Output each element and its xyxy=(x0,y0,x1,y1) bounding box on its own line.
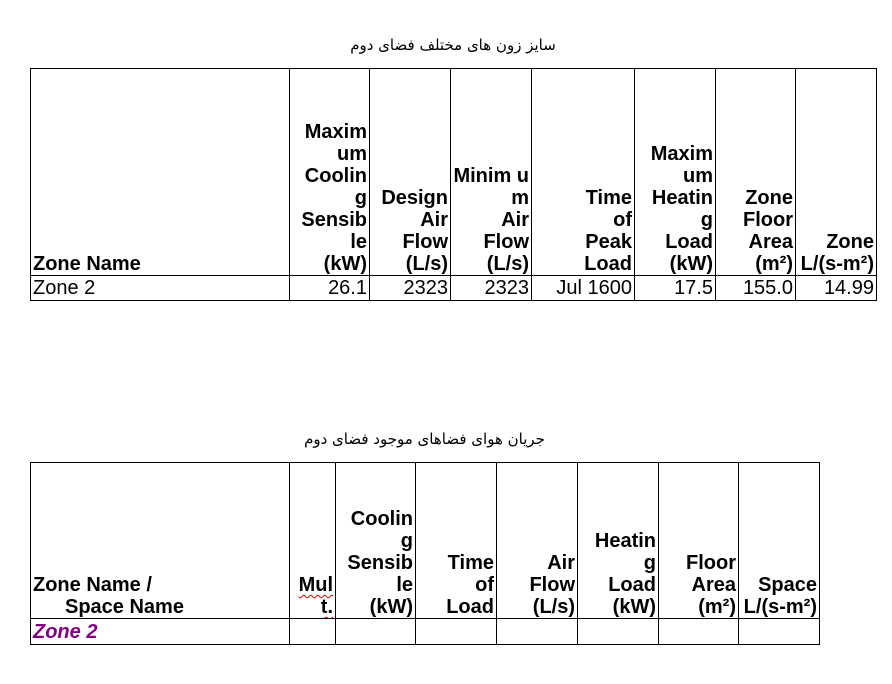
header-mult: Mult. xyxy=(290,463,336,619)
header-space-flow-per-area: Space L/(s-m²) xyxy=(739,463,820,619)
cell-zone-name: Zone 2 xyxy=(31,276,290,301)
zone-sizing-table xyxy=(30,68,877,301)
header-zone-floor-area: Zone Floor Area (m²) xyxy=(716,69,796,276)
header-heating-load: Heatin g Load (kW) xyxy=(578,463,659,619)
header-floor-area: Floor Area (m²) xyxy=(659,463,739,619)
cell-max-heating: 17.5 xyxy=(635,276,716,301)
header-min-air-flow: Minim um Air Flow (L/s) xyxy=(451,69,532,276)
cell-design-air-flow: 2323 xyxy=(370,276,451,301)
header-air-flow: Air Flow (L/s) xyxy=(497,463,578,619)
header-max-cooling-sensible: Maxim um Coolin g Sensib le (kW) xyxy=(290,69,370,276)
header-zone-flow-per-area: Zone L/(s-m²) xyxy=(796,69,877,276)
cell-floor-area: 155.0 xyxy=(716,276,796,301)
header-design-air-flow: Design Air Flow (L/s) xyxy=(370,69,451,276)
cell-heating xyxy=(578,619,659,645)
table2-caption: جریان هوای فضاهای موجود فضای دوم xyxy=(304,430,545,448)
header-zone-name: Zone Name xyxy=(31,69,290,276)
cell-max-cooling: 26.1 xyxy=(290,276,370,301)
header-max-heating-load: Maxim um Heatin g Load (kW) xyxy=(635,69,716,276)
cell-air-flow xyxy=(497,619,578,645)
table-row xyxy=(31,276,877,301)
header-cooling-sensible: Coolin g Sensib le (kW) xyxy=(336,463,416,619)
cell-time-of-peak: Jul 1600 xyxy=(532,276,635,301)
cell-min-air-flow: 2323 xyxy=(451,276,532,301)
cell-cooling xyxy=(336,619,416,645)
header-time-of-peak-load: Time of Peak Load xyxy=(532,69,635,276)
space-airflow-table xyxy=(30,462,820,645)
cell-mult xyxy=(290,619,336,645)
header-zone-space-name: Zone Name / Space Name xyxy=(31,463,290,619)
header-time-of-load: Time of Load xyxy=(416,463,497,619)
cell-time-of-load xyxy=(416,619,497,645)
cell-floor-area xyxy=(659,619,739,645)
cell-zone-group-name: Zone 2 xyxy=(31,619,290,645)
table1-caption: سایز زون های مختلف فضای دوم xyxy=(350,36,556,54)
cell-flow-per-area: 14.99 xyxy=(796,276,877,301)
cell-space-flow-per-area xyxy=(739,619,820,645)
table-row xyxy=(31,619,820,645)
